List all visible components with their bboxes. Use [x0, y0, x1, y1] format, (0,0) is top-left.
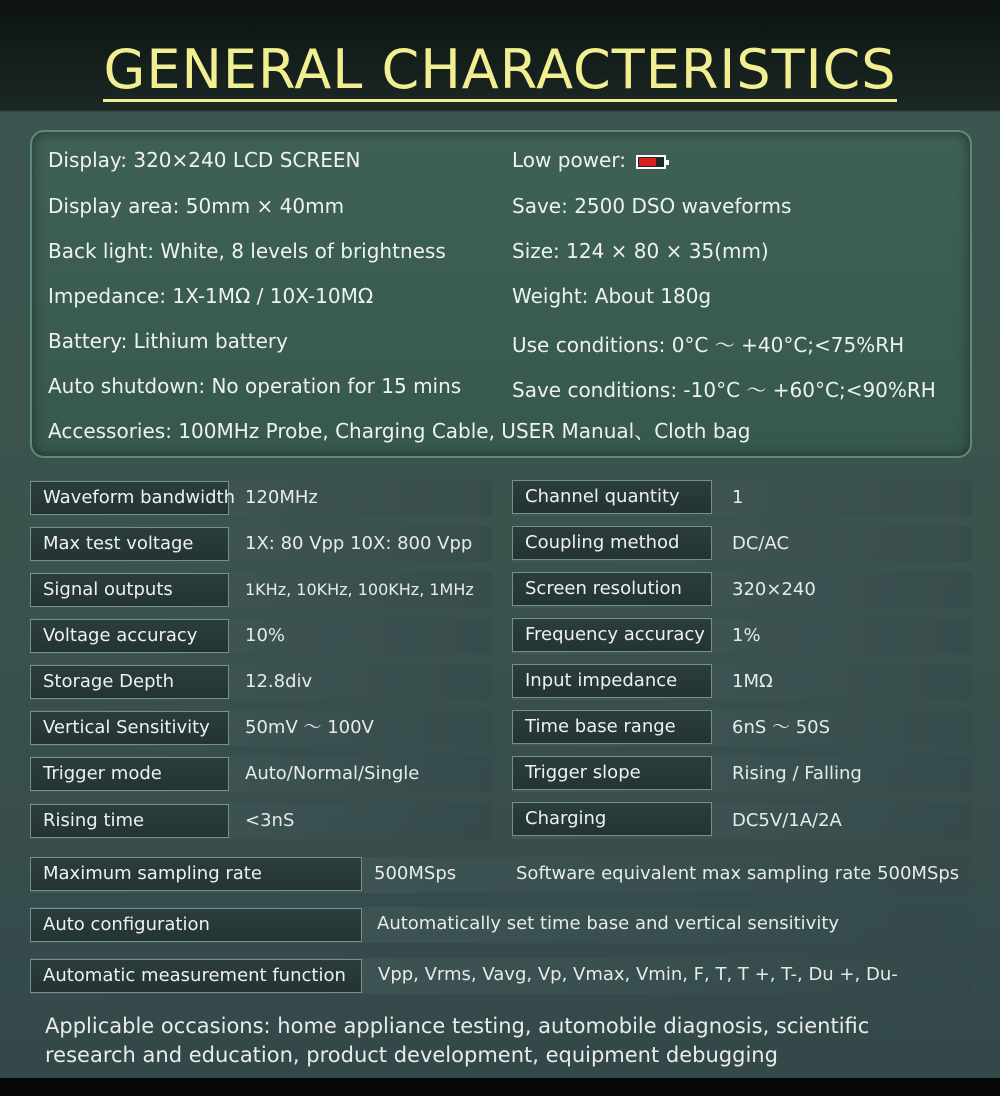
- spec-low-power: [512, 148, 666, 172]
- spec-value: 12.8div: [245, 671, 313, 692]
- spec-low-power-label: Low power:: [512, 148, 626, 172]
- spec-value: <3nS: [245, 810, 295, 831]
- spec-value: Vpp, Vrms, Vavg, Vp, Vmax, Vmin, F, T, T +, T-, Du +, Du-: [378, 964, 898, 985]
- spec-label: Rising time: [30, 804, 229, 838]
- spec-extra: Software equivalent max sampling rate 500MSps: [516, 863, 960, 884]
- spec-display: Display: 320×240 LCD SCREEN: [48, 148, 361, 172]
- spec-label: Maximum sampling rate: [30, 857, 362, 891]
- spec-value: DC5V/1A/2A: [732, 810, 842, 831]
- bottom-bar: [0, 1078, 1000, 1096]
- spec-value: 50mV ～ 100V: [245, 717, 374, 738]
- spec-weight: Weight: About 180g: [512, 284, 712, 308]
- spec-value: 1X: 80 Vpp 10X: 800 Vpp: [245, 533, 473, 554]
- spec-back-light: Back light: White, 8 levels of brightness: [48, 239, 446, 263]
- spec-label: Frequency accuracy: [512, 618, 712, 652]
- spec-auto-shutdown: Auto shutdown: No operation for 15 mins: [48, 374, 462, 398]
- spec-value: 10%: [245, 625, 286, 646]
- spec-save: Save: 2500 DSO waveforms: [512, 194, 792, 218]
- spec-value: Auto/Normal/Single: [245, 763, 420, 784]
- spec-display-area: Display area: 50mm × 40mm: [48, 194, 345, 218]
- spec-label: Trigger mode: [30, 757, 229, 791]
- spec-value: DC/AC: [732, 533, 790, 554]
- spec-value: 320×240: [732, 579, 816, 600]
- spec-label: Channel quantity: [512, 480, 712, 514]
- applicable-occasions: Applicable occasions: home appliance testing, automobile diagnosis, scientific research and education, product development, equipment debugging: [45, 1014, 870, 1067]
- spec-label: Vertical Sensitivity: [30, 711, 229, 745]
- spec-accessories: Accessories: 100MHz Probe, Charging Cable, USER Manual、Cloth bag: [48, 419, 751, 443]
- spec-impedance: Impedance: 1X-1MΩ / 10X-10MΩ: [48, 284, 374, 308]
- spec-value: Rising / Falling: [732, 763, 862, 784]
- spec-value: 6nS ～ 50S: [732, 717, 831, 738]
- spec-label: Max test voltage: [30, 527, 229, 561]
- spec-label: Screen resolution: [512, 572, 712, 606]
- general-spec-panel: [30, 130, 972, 458]
- spec-label: Trigger slope: [512, 756, 712, 790]
- spec-size: Size: 124 × 80 × 35(mm): [512, 239, 769, 263]
- spec-value: 120MHz: [245, 487, 318, 508]
- spec-label: Charging: [512, 802, 712, 836]
- spec-save-conditions: Save conditions: -10°C ～ +60°C;<90%RH: [512, 378, 936, 402]
- spec-value: 500MSps: [374, 863, 457, 884]
- page-title: GENERAL CHARACTERISTICS: [103, 38, 897, 101]
- spec-label: Storage Depth: [30, 665, 229, 699]
- spec-label: Signal outputs: [30, 573, 229, 607]
- spec-value: Automatically set time base and vertical sensitivity: [377, 913, 840, 934]
- spec-label: Auto configuration: [30, 908, 362, 942]
- spec-label: Coupling method: [512, 526, 712, 560]
- spec-value: 1%: [732, 625, 761, 646]
- spec-label: Automatic measurement function: [30, 959, 362, 993]
- spec-value: 1: [732, 487, 744, 508]
- spec-label: Time base range: [512, 710, 712, 744]
- spec-battery: Battery: Lithium battery: [48, 329, 288, 353]
- spec-value: 1KHz, 10KHz, 100KHz, 1MHz: [245, 580, 474, 599]
- spec-label: Voltage accuracy: [30, 619, 229, 653]
- spec-use-conditions: Use conditions: 0°C ～ +40°C;<75%RH: [512, 333, 905, 357]
- low-battery-icon: [636, 155, 666, 169]
- spec-label: Input impedance: [512, 664, 712, 698]
- spec-label: Waveform bandwidth: [30, 481, 229, 515]
- spec-value: 1MΩ: [732, 671, 773, 692]
